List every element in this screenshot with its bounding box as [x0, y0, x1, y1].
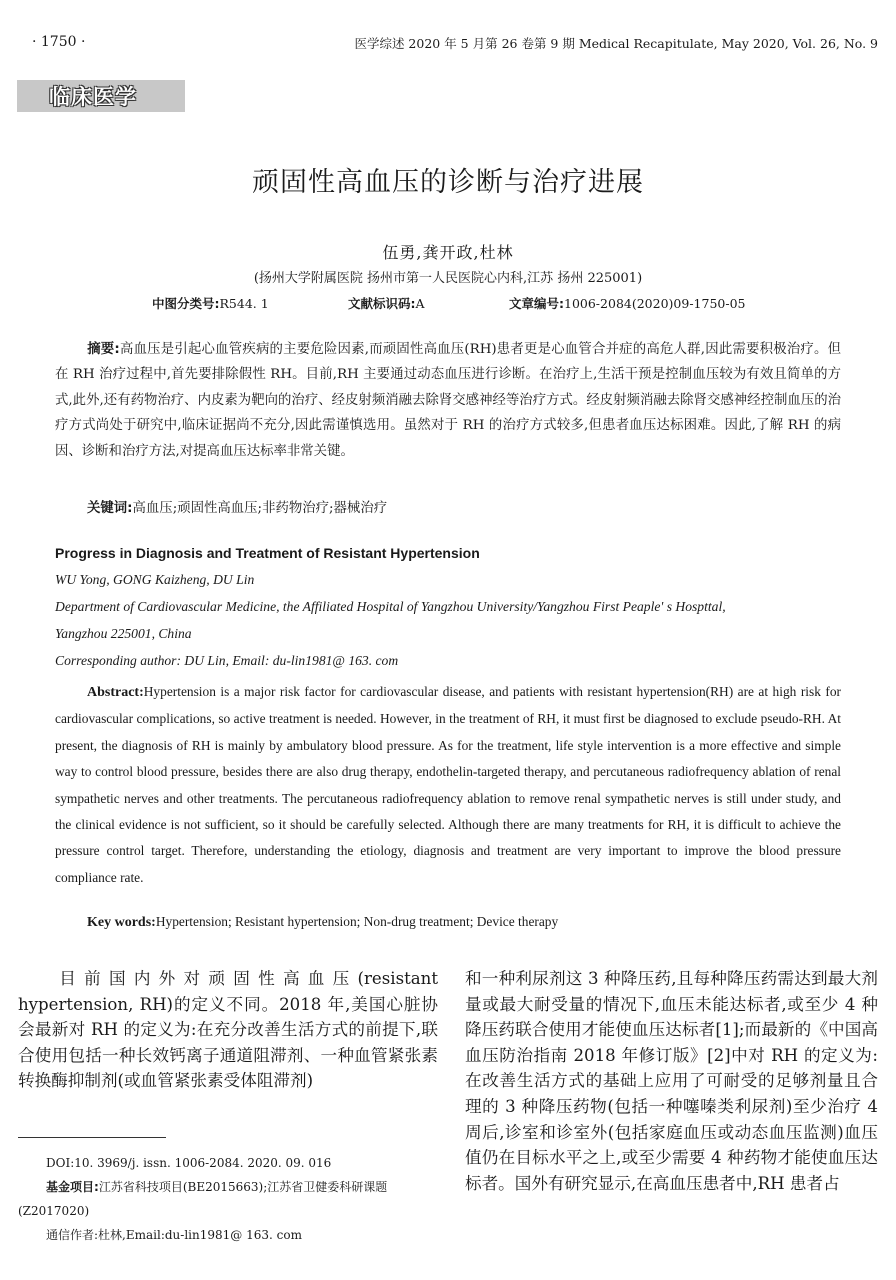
- footnote-doi: DOI:10. 3969/j. issn. 1006-2084. 2020. 09. 016: [46, 1156, 332, 1170]
- page-number: · 1750 ·: [32, 34, 86, 50]
- body-right-column: 和一种利尿剂这 3 种降压药,且每种降压药需达到最大剂量或最大耐受量的情况下,血压未能达标者,或至少 4 种降压药联合使用才能使血压达标者[1];而最新的《中国高血压防治指南 2018 年修订版》[2]中对 RH 的定义为:在改善生活方式的基础上应用了可耐受的足够剂量且合理的 3 种降压药物(包括一种噻嗪类利尿剂)至少治疗 4 周后,诊室和诊室外(包括家庭血压或动态血压监测)血压值仍在目标水平之上,或至少需要 4 种药物才能使血压达标者。国外有研究显示,在高血压患者中,RH 患者占: [465, 969, 878, 1193]
- section-tag: 临床医学: [17, 80, 185, 112]
- article-title: 顽固性高血压的诊断与治疗进展: [252, 167, 644, 198]
- english-authors: WU Yong, GONG Kaizheng, DU Lin: [55, 572, 255, 587]
- abstract-en-label: Abstract:: [87, 685, 144, 700]
- clc-number: 中图分类号:R544. 1: [152, 296, 269, 311]
- affiliation: (扬州大学附属医院 扬州市第一人民医院心内科,江苏 扬州 225001): [253, 271, 643, 286]
- abstract-label: 摘要:: [87, 342, 120, 357]
- abstract-english: [55, 679, 841, 891]
- keywords-english: Key words:Hypertension; Resistant hypertension; Non-drug treatment; Device therapy: [87, 914, 559, 930]
- keywords-chinese: 关键词:高血压;顽固性高血压;非药物治疗;器械治疗: [87, 501, 388, 516]
- abstract-en-text: Hypertension is a major risk factor for cardiovascular disease, and patients with resistant hypertension(RH) are at high risk for cardiovascular complications, so active treatment is needed. However, in the treatment of RH, it must first be diagnosed to exclude pseudo-RH. At present, the diagnosis of RH is mainly by ambulatory blood pressure. As for the treatment, life style intervention is a more effective and simple way to control blood pressure, besides there are also drug therapy, endothelin-targeted therapy, and percutaneous radiofrequency ablation of renal sympathetic nerves and other treatments. The percutaneous radiofrequency ablation to remove renal sympathetic nerves is still under study, and the clinical evidence is not sufficient, so it should be carefully selected. Although there are many treatments for RH, it is difficult to achieve the pressure control target. Therefore, understanding the etiology, diagnosis and treatment are very important to improve the blood pressure compliance rate.: [55, 684, 841, 885]
- authors: 伍勇,龚开政,杜林: [382, 243, 514, 262]
- footnote-fund: 基金项目:江苏省科技项目(BE2015663);江苏省卫健委科研课题(Z2017020): [18, 1180, 388, 1218]
- journal-header: 医学综述 2020 年 5 月第 26 卷第 9 期 Medical Recapitulate, May 2020, Vol. 26, No. 9: [354, 36, 878, 51]
- footnote-divider: [18, 1137, 166, 1138]
- english-affiliation-2: Yangzhou 225001, China: [55, 626, 192, 641]
- english-title: Progress in Diagnosis and Treatment of Resistant Hypertension: [55, 545, 480, 561]
- article-number: 文章编号:1006-2084(2020)09-1750-05: [509, 296, 746, 311]
- corresponding-author: Corresponding author: DU Lin, Email: du-lin1981@ 163. com: [55, 653, 399, 668]
- footnotes: [18, 1151, 438, 1247]
- footnote-corresponding: 通信作者:杜林,Email:du-lin1981@ 163. com: [46, 1228, 302, 1242]
- english-affiliation-1: Department of Cardiovascular Medicine, the Affiliated Hospital of Yangzhou University/Yangzhou First Peaple' s Hospttal,: [55, 599, 726, 614]
- document-code: 文献标识码:A: [348, 296, 425, 311]
- abstract-chinese: [55, 337, 841, 464]
- abstract-text: 高血压是引起心血管疾病的主要危险因素,而顽固性高血压(RH)患者更是心血管合并症的高危人群,因此需要积极治疗。但在 RH 治疗过程中,首先要排除假性 RH。目前,RH 主要通过动态血压进行诊断。在治疗上,生活干预是控制血压较为有效且简单的方式,此外,还有药物治疗、内皮素为靶向的治疗、经皮射频消融去除肾交感神经等治疗方式。经皮射频消融去除肾交感神经控制血压的治疗方式尚处于研究中,临床证据尚不充分,因此需谨慎选用。虽然对于 RH 的治疗方式较多,但患者血压达标困难。因此,了解 RH 的病因、诊断和治疗方法,对提高血压达标率非常关键。: [55, 342, 842, 459]
- body-left-column: 目前国内外对顽固性高血压(resistant hypertension, RH)的定义不同。2018 年,美国心脏协会最新对 RH 的定义为:在充分改善生活方式的前提下,联合使用包括一种长效钙离子通道阻滞剂、一种血管紧张素转换酶抑制剂(或血管紧张素受体阻滞剂): [18, 969, 438, 1091]
